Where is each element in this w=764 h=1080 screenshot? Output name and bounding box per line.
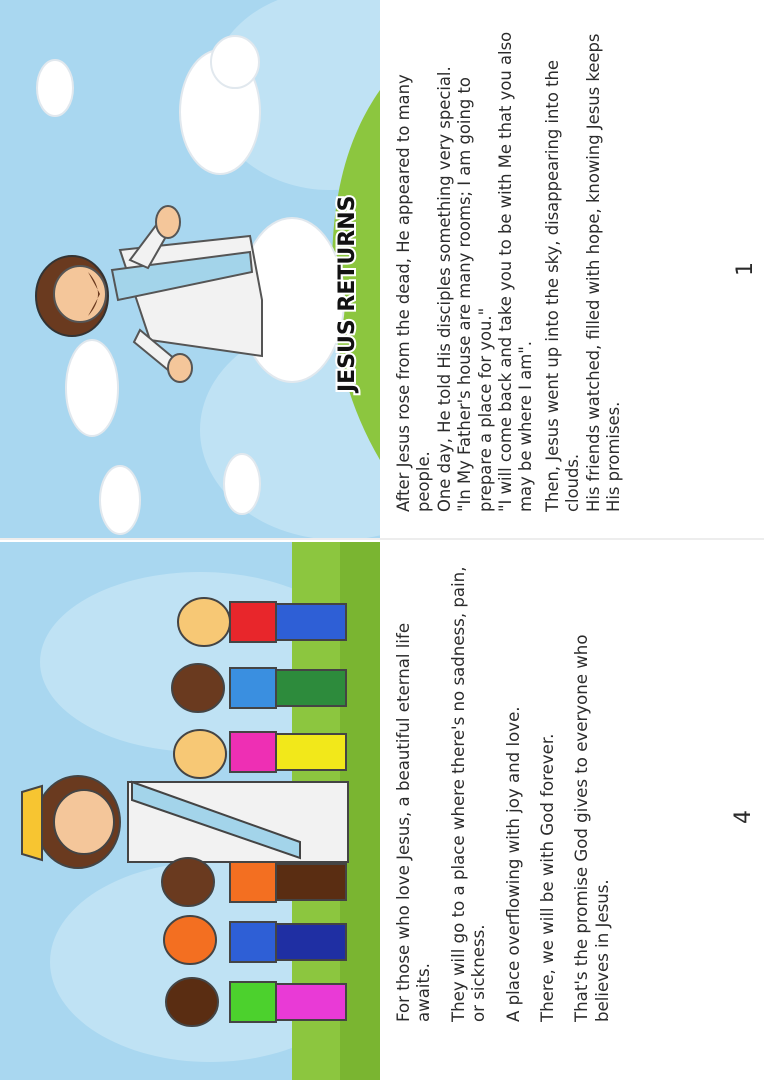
page4-paragraph: They will go to a place where there's no sadness, pain, or sickness.	[448, 566, 489, 1022]
page4-number: 4	[731, 810, 756, 824]
page4-paragraph: There, we will be with God forever.	[538, 733, 558, 1022]
page4-paragraph: That's the promise God gives to everyone who believes in Jesus.	[572, 634, 612, 1022]
page4-paragraph: For those who love Jesus, a beautiful eternal life awaits.	[394, 622, 434, 1022]
page-divider	[0, 538, 764, 540]
page1-text	[382, 0, 764, 538]
page1-paragraph: Then, Jesus went up into the sky, disappearing into the clouds.	[542, 60, 583, 512]
page4-paragraph: A place overflowing with joy and love.	[503, 706, 523, 1022]
page1-illustration	[0, 0, 380, 538]
page1-paragraph: One day, He told His disciples something very special.	[434, 66, 454, 512]
page4-illustration	[0, 542, 380, 1080]
page1-paragraph: His friends watched, filled with hope, knowing Jesus keeps His promises.	[583, 33, 624, 512]
page1-paragraph: After Jesus rose from the dead, He appeared to many people.	[394, 74, 434, 512]
page4-text	[382, 542, 764, 1080]
page1-paragraph: "I will come back and take you to be with Me that you also may be where I am".	[496, 31, 536, 512]
page1-paragraph: "In My Father's house are many rooms; I am going to prepare a place for you."	[455, 77, 495, 512]
page1-number: 1	[733, 262, 758, 276]
page1-title: JESUS RETURNS	[335, 195, 360, 392]
